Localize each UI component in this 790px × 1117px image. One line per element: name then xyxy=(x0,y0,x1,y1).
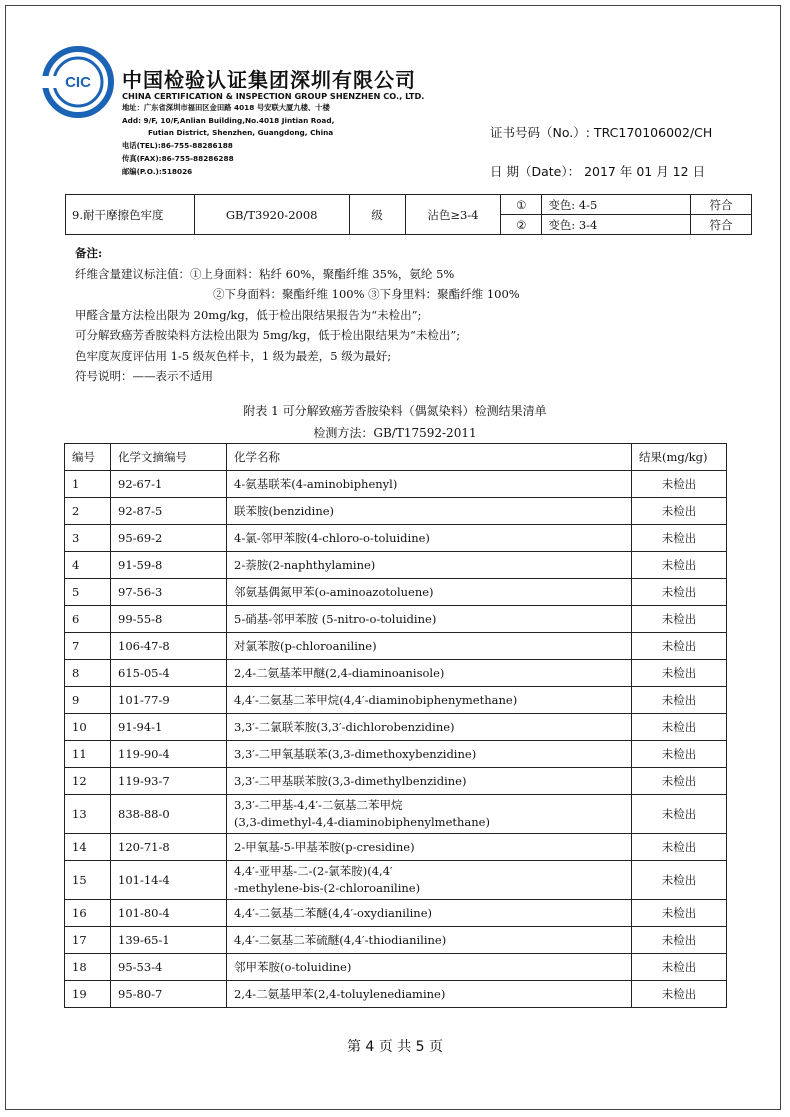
cas-number-text: 106-47-8 xyxy=(118,639,170,653)
cas-number xyxy=(111,861,227,900)
chemical-name-text: 4,4′-亚甲基-二-(2-氯苯胺)(4,4′ xyxy=(234,864,393,878)
cas-number-text: 92-67-1 xyxy=(118,477,163,491)
result-text: 未检出 xyxy=(661,558,697,572)
chemical-name-text: 4-氨基联苯(4-aminobiphenyl) xyxy=(234,477,398,491)
chemical-name xyxy=(227,552,632,579)
column-header: 结果(mg/kg) xyxy=(632,444,727,471)
result xyxy=(632,633,727,660)
result-text: 未检出 xyxy=(661,612,697,626)
chemical-name xyxy=(227,606,632,633)
chemical-name xyxy=(227,768,632,795)
cas-number-text: 139-65-1 xyxy=(118,933,170,947)
verdict: 符合 xyxy=(691,195,752,215)
table-row xyxy=(65,687,727,714)
remark-line: 色牢度灰度评估用 1-5 级灰色样卡，1 级为最差，5 级为最好; xyxy=(75,348,392,363)
remark-line: 符号说明：——表示不适用 xyxy=(75,369,213,383)
row-number xyxy=(65,861,111,900)
chemical-name xyxy=(227,660,632,687)
row-number-text: 10 xyxy=(72,720,87,734)
table-row xyxy=(65,660,727,687)
cas-number-text: 101-14-4 xyxy=(118,872,170,887)
postcode: 邮编(P.O.):518026 xyxy=(122,167,193,176)
test-result: 变色: 4-5 xyxy=(542,195,691,215)
result-text: 未检出 xyxy=(661,504,697,518)
address-en-line1: Add: 9/F, 10/F,Anlian Building,No.4018 Jintian Road, xyxy=(122,116,335,125)
table-row xyxy=(65,795,727,834)
annex-title: 附表 1 可分解致癌芳香胺染料（偶氮染料）检测结果清单 xyxy=(243,404,547,418)
row-number xyxy=(65,498,111,525)
result xyxy=(632,552,727,579)
table-body xyxy=(65,471,727,1008)
row-number-text: 11 xyxy=(72,747,87,761)
row-number-text: 8 xyxy=(72,666,80,680)
cas-number xyxy=(111,714,227,741)
result xyxy=(632,579,727,606)
result-text: 未检出 xyxy=(661,987,697,1001)
remarks-title: 备注: xyxy=(75,246,103,260)
chemical-name xyxy=(227,714,632,741)
row-number xyxy=(65,768,111,795)
cas-number xyxy=(111,579,227,606)
result-text: 未检出 xyxy=(661,960,697,974)
result-text: 未检出 xyxy=(661,806,697,821)
unit: 级 xyxy=(349,195,405,235)
cas-number xyxy=(111,606,227,633)
row-number xyxy=(65,633,111,660)
cas-number-text: 92-87-5 xyxy=(118,504,163,518)
chemical-name-text: 2,4-二氨基甲苯(2,4-toluylenediamine) xyxy=(234,987,446,1001)
cic-logo xyxy=(42,46,114,118)
table-row xyxy=(65,606,727,633)
row-number xyxy=(65,927,111,954)
row-number-text: 17 xyxy=(72,933,87,947)
row-number-text: 2 xyxy=(72,504,80,518)
sample-number: ① xyxy=(501,195,542,215)
row-number-text: 16 xyxy=(72,906,87,920)
chemical-name-text: 3,3′-二甲基联苯胺(3,3-dimethylbenzidine) xyxy=(234,774,467,788)
chemical-name xyxy=(227,741,632,768)
row-number xyxy=(65,795,111,834)
chemical-name xyxy=(227,579,632,606)
page-number: 第 4 页 共 5 页 xyxy=(346,1039,444,1055)
row-number xyxy=(65,954,111,981)
chemical-name xyxy=(227,498,632,525)
result xyxy=(632,834,727,861)
result-text: 未检出 xyxy=(661,906,697,920)
result xyxy=(632,687,727,714)
remark-line: 甲醛含量方法检出限为 20mg/kg，低于检出限结果报告为“未检出”; xyxy=(75,307,422,322)
aromatic-amines-table xyxy=(64,443,727,1008)
cas-number-text: 95-69-2 xyxy=(118,531,163,545)
column-header: 化学名称 xyxy=(227,444,632,471)
chemical-name-text: 联苯胺(benzidine) xyxy=(234,504,335,518)
cas-number xyxy=(111,471,227,498)
result-text: 未检出 xyxy=(661,933,697,947)
result-text: 未检出 xyxy=(661,747,697,761)
chemical-name-cont: -methylene-bis-(2-chloroaniline) xyxy=(234,881,421,895)
cas-number xyxy=(111,660,227,687)
cas-number-text: 615-05-4 xyxy=(118,666,170,680)
remark-line: 纤维含量建议标注值：①上身面料：粘纤 60%，聚酯纤维 35%，氨纶 5% xyxy=(75,266,455,281)
verdict: 符合 xyxy=(691,215,752,235)
row-number-text: 9 xyxy=(72,693,80,707)
table-row xyxy=(65,633,727,660)
chemical-name-text: 3,3′-二甲氧基联苯(3,3-dimethoxybenzidine) xyxy=(234,747,477,761)
cas-number xyxy=(111,525,227,552)
cas-number-text: 97-56-3 xyxy=(118,585,163,599)
cas-number xyxy=(111,981,227,1008)
row-number-text: 18 xyxy=(72,960,87,974)
row-number-text: 12 xyxy=(72,774,87,788)
result-text: 未检出 xyxy=(661,666,697,680)
row-number-text: 19 xyxy=(72,987,87,1001)
cas-number xyxy=(111,552,227,579)
chemical-name-text: 2,4-二氨基苯甲醚(2,4-diaminoanisole) xyxy=(234,666,445,680)
row-number-text: 5 xyxy=(72,585,80,599)
table-row xyxy=(65,927,727,954)
cas-number xyxy=(111,687,227,714)
cas-number xyxy=(111,741,227,768)
test-result: 变色: 3-4 xyxy=(542,215,691,235)
result-text: 未检出 xyxy=(661,720,697,734)
result xyxy=(632,861,727,900)
address-en-line2: Futian District, Shenzhen, Guangdong, China xyxy=(148,128,334,137)
chemical-name xyxy=(227,471,632,498)
chemical-name xyxy=(227,525,632,552)
cas-number xyxy=(111,927,227,954)
chemical-name-text: 5-硝基-邻甲苯胺 (5-nitro-o-toluidine) xyxy=(234,612,437,626)
result xyxy=(632,606,727,633)
row-number xyxy=(65,606,111,633)
result xyxy=(632,525,727,552)
cas-number-text: 120-71-8 xyxy=(118,840,170,854)
result xyxy=(632,954,727,981)
row-number-text: 14 xyxy=(72,840,87,854)
table-row xyxy=(65,981,727,1008)
cas-number-text: 91-94-1 xyxy=(118,720,163,734)
cas-number xyxy=(111,834,227,861)
row-number xyxy=(65,981,111,1008)
result xyxy=(632,498,727,525)
row-number xyxy=(65,471,111,498)
cas-number-text: 119-90-4 xyxy=(118,747,170,761)
table-row xyxy=(65,900,727,927)
result xyxy=(632,768,727,795)
result xyxy=(632,795,727,834)
result-text: 未检出 xyxy=(661,531,697,545)
result xyxy=(632,471,727,498)
result xyxy=(632,741,727,768)
result xyxy=(632,981,727,1008)
table-row xyxy=(65,498,727,525)
chemical-name-text: 2-甲氧基-5-甲基苯胺(p-cresidine) xyxy=(234,840,415,854)
table-row xyxy=(65,861,727,900)
cas-number-text: 101-77-9 xyxy=(118,693,170,707)
chemical-name xyxy=(227,834,632,861)
result xyxy=(632,900,727,927)
chemical-name-text: 邻氨基偶氮甲苯(o-aminoazotoluene) xyxy=(234,585,434,599)
cas-number xyxy=(111,954,227,981)
remark-line: ②下身面料：聚酯纤维 100% ③下身里料：聚酯纤维 100% xyxy=(213,287,520,301)
chemical-name-text: 3,3′-二甲基-4,4′-二氨基二苯甲烷 xyxy=(234,798,403,812)
logo-text: CIC xyxy=(65,74,91,91)
row-number-text: 7 xyxy=(72,639,80,653)
row-number-text: 13 xyxy=(72,806,87,821)
row-number xyxy=(65,741,111,768)
result-text: 未检出 xyxy=(661,639,697,653)
row-number xyxy=(65,900,111,927)
cas-number xyxy=(111,498,227,525)
rubbing-fastness-table xyxy=(65,194,752,235)
row-number-text: 1 xyxy=(72,477,80,491)
row-number xyxy=(65,660,111,687)
sample-number: ② xyxy=(501,215,542,235)
table-row xyxy=(65,768,727,795)
address-cn: 地址：广东省深圳市福田区金田路 4018 号安联大厦九楼、十楼 xyxy=(122,103,330,112)
chemical-name xyxy=(227,633,632,660)
chemical-name-text: 4,4′-二氨基二苯甲烷(4,4′-diaminobiphenymethane) xyxy=(234,693,518,707)
cas-number-text: 838-88-0 xyxy=(118,806,170,821)
remark-line: 可分解致癌芳香胺染料方法检出限为 5mg/kg，低于检出限结果为“未检出”; xyxy=(75,328,461,342)
chemical-name xyxy=(227,687,632,714)
chemical-name xyxy=(227,927,632,954)
cas-number xyxy=(111,795,227,834)
chemical-name xyxy=(227,981,632,1008)
row-number-text: 15 xyxy=(72,872,87,887)
certificate-number: 证书号码（No.）: TRC170106002/CH xyxy=(490,125,713,140)
chemical-name-text: 3,3′-二氯联苯胺(3,3′-dichlorobenzidine) xyxy=(234,720,455,734)
chemical-name-text: 邻甲苯胺(o-toluidine) xyxy=(234,960,352,974)
table-row xyxy=(65,552,727,579)
result-text: 未检出 xyxy=(661,774,697,788)
cas-number xyxy=(111,900,227,927)
table-row xyxy=(65,834,727,861)
cas-number-text: 99-55-8 xyxy=(118,612,163,626)
row-number xyxy=(65,579,111,606)
cas-number-text: 91-59-8 xyxy=(118,558,163,572)
column-header: 编号 xyxy=(65,444,111,471)
chemical-name-cont: (3,3-dimethyl-4,4-diaminobiphenylmethane) xyxy=(234,815,490,829)
result-text: 未检出 xyxy=(661,477,697,491)
chemical-name xyxy=(227,861,632,900)
result-text: 未检出 xyxy=(661,693,697,707)
table-row xyxy=(65,471,727,498)
fax: 传真(FAX):86-755-88286288 xyxy=(122,154,234,163)
row-number-text: 4 xyxy=(72,558,80,572)
chemical-name xyxy=(227,900,632,927)
result xyxy=(632,660,727,687)
result-text: 未检出 xyxy=(661,840,697,854)
chemical-name-text: 对氯苯胺(p-chloroaniline) xyxy=(234,639,377,653)
annex-method: 检测方法：GB/T17592-2011 xyxy=(313,426,477,440)
row-number xyxy=(65,552,111,579)
table-row xyxy=(65,741,727,768)
chemical-name-text: 2-萘胺(2-naphthylamine) xyxy=(234,558,376,572)
test-item: 9.耐干摩擦色牢度 xyxy=(66,195,195,235)
chemical-name xyxy=(227,954,632,981)
result-text: 未检出 xyxy=(661,585,697,599)
table-row xyxy=(65,579,727,606)
telephone: 电话(TEL):86-755-88286188 xyxy=(122,141,233,150)
table-row xyxy=(65,525,727,552)
row-number xyxy=(65,834,111,861)
result-text: 未检出 xyxy=(661,872,697,887)
result xyxy=(632,927,727,954)
cas-number xyxy=(111,768,227,795)
chemical-name-text: 4,4′-二氨基二苯醚(4,4′-oxydianiline) xyxy=(234,906,432,920)
chemical-name xyxy=(227,795,632,834)
cas-number-text: 95-53-4 xyxy=(118,960,163,974)
row-number-text: 3 xyxy=(72,531,80,545)
table-row xyxy=(65,714,727,741)
cas-number-text: 119-93-7 xyxy=(118,774,170,788)
chemical-name-text: 4-氯-邻甲苯胺(4-chloro-o-toluidine) xyxy=(234,531,430,545)
row-number-text: 6 xyxy=(72,612,80,626)
column-header: 化学文摘编号 xyxy=(111,444,227,471)
test-standard: GB/T3920-2008 xyxy=(194,195,349,235)
company-name-en: CHINA CERTIFICATION & INSPECTION GROUP SHENZHEN CO., LTD. xyxy=(122,91,425,101)
requirement: 沾色≥3-4 xyxy=(405,195,501,235)
cas-number xyxy=(111,633,227,660)
cas-number-text: 95-80-7 xyxy=(118,987,163,1001)
row-number xyxy=(65,714,111,741)
row-number xyxy=(65,687,111,714)
cas-number-text: 101-80-4 xyxy=(118,906,170,920)
row-number xyxy=(65,525,111,552)
company-name-cn: 中国检验认证集团深圳有限公司 xyxy=(122,68,416,92)
result xyxy=(632,714,727,741)
remarks xyxy=(75,243,520,387)
table-row xyxy=(65,954,727,981)
chemical-name-text: 4,4′-二氨基二苯硫醚(4,4′-thiodianiline) xyxy=(234,933,447,947)
report-date: 日 期（Date）： 2017 年 01 月 12 日 xyxy=(490,164,706,179)
